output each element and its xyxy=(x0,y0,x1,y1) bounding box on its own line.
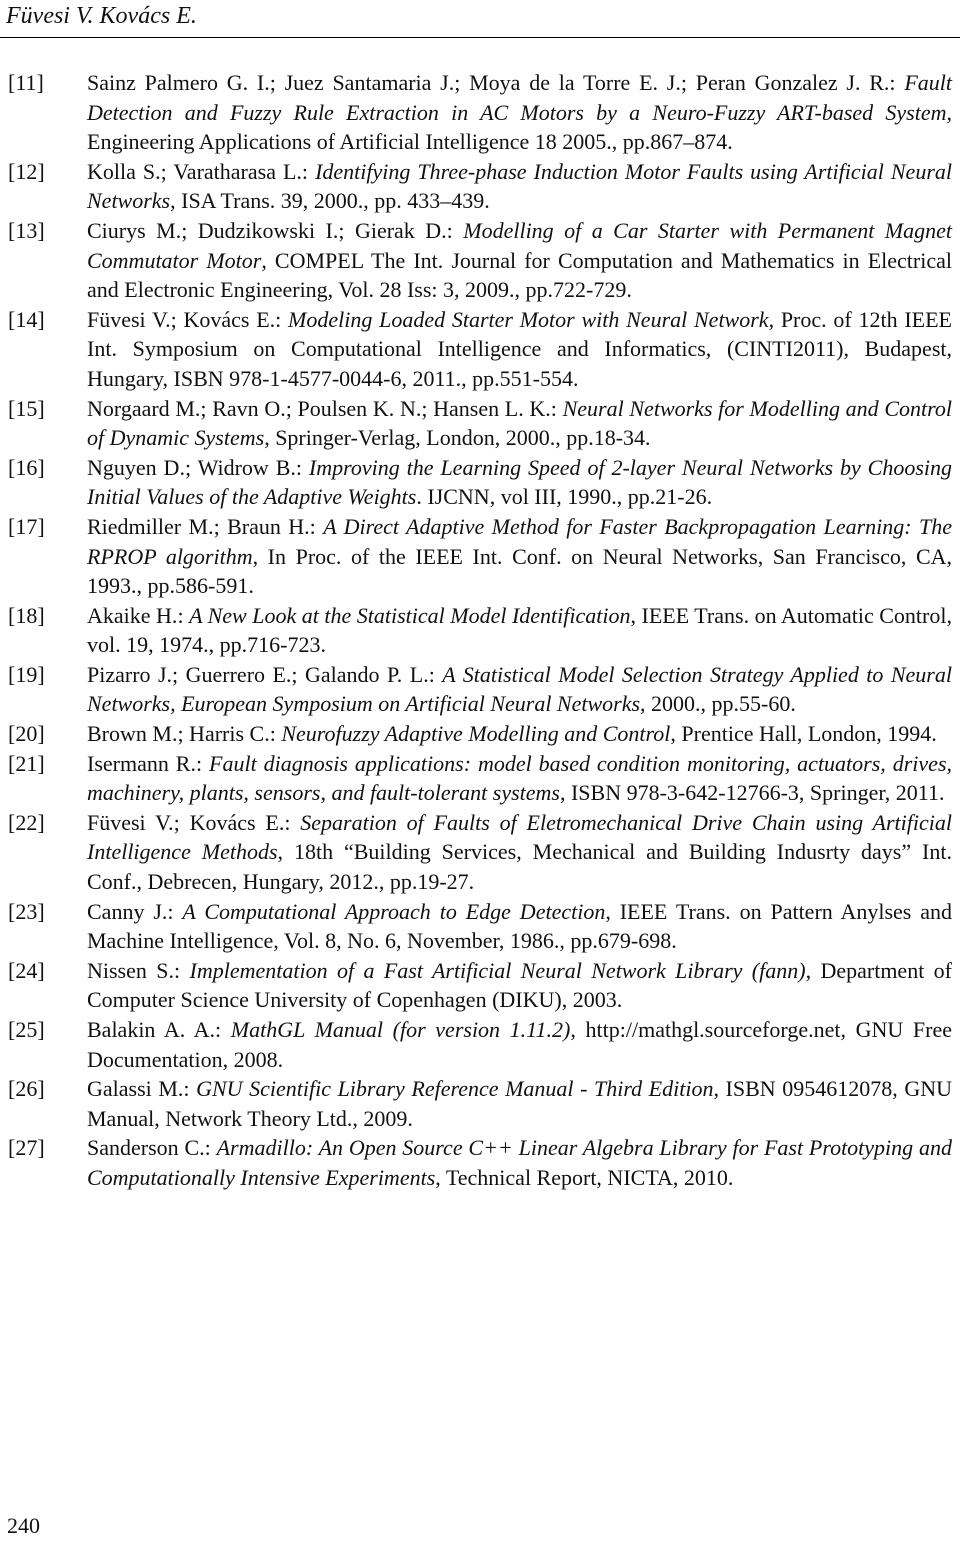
reference-details: , COMPEL The Int. Journal for Computation and Mathematics in Electrical and Electronic Engineering, Vol. 28 Iss: 3, 2009., pp.722-729. xyxy=(87,247,952,303)
reference-details: , ISBN 978-3-642-12766-3, Springer, 2011. xyxy=(559,780,945,806)
reference-item xyxy=(8,157,952,216)
reference-authors: Nissen S. xyxy=(87,957,175,983)
reference-title: A New Look at the Statistical Model Identification xyxy=(189,602,631,628)
reference-item xyxy=(8,1074,952,1133)
reference-title: GNU Scientific Library Reference Manual - Third Edition xyxy=(196,1076,714,1102)
reference-number: [21] xyxy=(8,750,45,776)
reference-title: Neurofuzzy Adaptive Modelling and Control xyxy=(281,721,671,747)
reference-item xyxy=(8,719,952,749)
reference-text: Riedmiller M.; Braun H.: A Direct Adaptive Method for Faster Backpropagation Learning: The RPROP algorithm, In Proc. of the IEEE Int. Conf. on Neural Networks, San Francisco, CA, 1993., pp.586-591. xyxy=(87,513,953,599)
reference-details: , 2000., pp.55-60. xyxy=(640,691,796,717)
reference-item xyxy=(8,956,952,1015)
reference-details: , Technical Report, NICTA, 2010. xyxy=(435,1164,734,1190)
reference-item xyxy=(8,216,952,305)
reference-number: [16] xyxy=(8,454,45,480)
reference-number: [14] xyxy=(8,306,45,332)
reference-number: [26] xyxy=(8,1076,45,1102)
reference-item xyxy=(8,1133,952,1192)
reference-number: [13] xyxy=(8,217,45,243)
reference-text: Galassi M.: GNU Scientific Library Reference Manual - Third Edition, ISBN 0954612078, GNU Manual, Network Theory Ltd., 2009. xyxy=(87,1076,952,1131)
reference-title: Modelling of a Car Starter with Permanent Magnet Commutator Motor xyxy=(87,217,952,273)
reference-number: [18] xyxy=(8,602,45,628)
reference-item xyxy=(8,749,952,808)
reference-text: Isermann R.: Fault diagnosis applications: model based condition monitoring, actuators, drives, machinery, plants, sensors, and fault-tolerant systems, ISBN 978-3-642-12766-3, Springer, 2011. xyxy=(87,750,952,806)
reference-details: , http://mathgl.sourceforge.net, GNU Free Documentation, 2008. xyxy=(87,1017,953,1072)
reference-title: Neural Networks for Modelling and Control of Dynamic Systems xyxy=(87,395,952,451)
reference-number: [27] xyxy=(8,1135,45,1161)
reference-number: [12] xyxy=(8,158,45,184)
reference-item xyxy=(8,1015,952,1074)
reference-number: [22] xyxy=(8,809,45,835)
reference-title: Fault diagnosis applications: model based condition monitoring, actuators, drives, machinery, plants, sensors, and fault-tolerant systems xyxy=(87,750,952,806)
reference-details: , In Proc. of the IEEE Int. Conf. on Neural Networks, San Francisco, CA, 1993., pp.586-591. xyxy=(87,543,953,599)
reference-authors: Ciurys M.; Dudzikowski I.; Gierak D. xyxy=(87,217,447,243)
reference-item xyxy=(8,453,952,512)
reference-authors: Norgaard M.; Ravn O.; Poulsen K. N.; Hansen L. K. xyxy=(87,395,551,421)
reference-details: , Prentice Hall, London, 1994. xyxy=(670,721,937,747)
reference-authors: Riedmiller M.; Braun H. xyxy=(87,513,310,539)
reference-title: MathGL Manual (for version 1.11.2) xyxy=(230,1017,571,1042)
reference-text: Nissen S.: Implementation of a Fast Artificial Neural Network Library (fann), Department of Computer Science University of Copenhagen (DIKU), 2003. xyxy=(87,957,953,1013)
reference-title: Improving the Learning Speed of 2-layer Neural Networks by Choosing Initial Values of the Adaptive Weights xyxy=(87,454,952,510)
reference-item xyxy=(8,512,952,601)
reference-title: Modeling Loaded Starter Motor with Neural Network xyxy=(288,306,769,332)
reference-details: , IEEE Trans. on Pattern Anylses and Machine Intelligence, Vol. 8, No. 6, November, 1986., pp.679-698. xyxy=(87,898,953,954)
reference-title: A Statistical Model Selection Strategy Applied to Neural Networks, European Symposium on Artificial Neural Networks xyxy=(87,661,952,717)
reference-number: [20] xyxy=(8,721,45,747)
reference-number: [11] xyxy=(8,70,44,95)
reference-item xyxy=(8,897,952,956)
reference-details: , Proc. of 12th IEEE Int. Symposium on Computational Intelligence and Informatics, (CINTI2011), Budapest, Hungary, ISBN 978-1-4577-0044-6, 2011., pp.551-554. xyxy=(87,306,952,391)
reference-authors: Kolla S.; Varatharasa L. xyxy=(87,158,302,184)
reference-title: Identifying Three-phase Induction Motor Faults using Artificial Neural Networks xyxy=(87,158,952,214)
reference-details: , Springer-Verlag, London, 2000., pp.18-34. xyxy=(264,425,651,451)
reference-authors: Canny J. xyxy=(87,898,168,924)
reference-text: Pizarro J.; Guerrero E.; Galando P. L.: A Statistical Model Selection Strategy Applied to Neural Networks, European Symposium on Artificial Neural Networks, 2000., pp.55-60. xyxy=(87,661,952,717)
reference-details: , Department of Computer Science University of Copenhagen (DIKU), 2003. xyxy=(87,957,953,1013)
reference-number: [24] xyxy=(8,957,45,983)
reference-title: Separation of Faults of Eletromechanical Drive Chain using Artificial Intelligence Methods xyxy=(87,809,952,865)
reference-details: , ISBN 0954612078, GNU Manual, Network Theory Ltd., 2009. xyxy=(87,1076,952,1131)
reference-details: , 18th “Building Services, Mechanical and Building Indusrty days” Int. Conf., Debrecen, Hungary, 2012., pp.19-27. xyxy=(87,839,952,895)
running-header xyxy=(0,0,960,38)
reference-item xyxy=(8,601,952,660)
reference-authors: Balakin A. A. xyxy=(87,1017,216,1042)
reference-text: Norgaard M.; Ravn O.; Poulsen K. N.; Hansen L. K.: Neural Networks for Modelling and Control of Dynamic Systems, Springer-Verlag, London, 2000., pp.18-34. xyxy=(87,395,952,451)
reference-text: Füvesi V.; Kovács E.: Modeling Loaded Starter Motor with Neural Network, Proc. of 12th IEEE Int. Symposium on Computational Intelligence and Informatics, (CINTI2011), Budapest, Hungary, ISBN 978-1-4577-0044-6, 2011., pp.551-554. xyxy=(87,306,952,391)
reference-authors: Sanderson C. xyxy=(87,1135,205,1161)
reference-item xyxy=(8,68,952,157)
reference-details: , IEEE Trans. on Automatic Control, vol. 19, 1974., pp.716-723. xyxy=(87,602,952,658)
reference-item xyxy=(8,660,952,719)
reference-number: [19] xyxy=(8,661,45,687)
reference-details: , Engineering Applications of Artificial Intelligence 18 2005., pp.867–874. xyxy=(87,99,952,155)
reference-text: Sainz Palmero G. I.; Juez Santamaria J.; Moya de la Torre E. J.; Peran Gonzalez J. R.: Fault Detection and Fuzzy Rule Extraction in AC Motors by a Neuro-Fuzzy ART-based System, Engineering Applications of Artificial Intelligence 18 2005., pp.867–874. xyxy=(87,70,952,155)
reference-authors: Füvesi V.; Kovács E. xyxy=(87,306,276,332)
reference-title: Armadillo: An Open Source C++ Linear Algebra Library for Fast Prototyping and Computationally Intensive Experiments xyxy=(87,1135,952,1190)
reference-title: Implementation of a Fast Artificial Neural Network Library (fann) xyxy=(189,957,806,983)
reference-list xyxy=(8,68,952,1193)
reference-text: Akaike H.: A New Look at the Statistical Model Identification, IEEE Trans. on Automatic Control, vol. 19, 1974., pp.716-723. xyxy=(87,602,952,658)
reference-title: A Computational Approach to Edge Detection xyxy=(182,898,606,924)
reference-number: [25] xyxy=(8,1017,45,1042)
reference-item xyxy=(8,808,952,897)
reference-authors: Galassi M. xyxy=(87,1076,184,1102)
reference-item xyxy=(8,305,952,394)
reference-text: Nguyen D.; Widrow B.: Improving the Learning Speed of 2-layer Neural Networks by Choosing Initial Values of the Adaptive Weights. IJCNN, vol III, 1990., pp.21-26. xyxy=(87,454,952,510)
reference-details: . IJCNN, vol III, 1990., pp.21-26. xyxy=(416,484,713,510)
reference-number: [17] xyxy=(8,513,45,539)
reference-authors: Pizarro J.; Guerrero E.; Galando P. L. xyxy=(87,661,429,687)
reference-text: Kolla S.; Varatharasa L.: Identifying Three-phase Induction Motor Faults using Artificial Neural Networks, ISA Trans. 39, 2000., pp. 433–439. xyxy=(87,158,952,214)
reference-title: A Direct Adaptive Method for Faster Backpropagation Learning: The RPROP algorithm xyxy=(87,513,952,569)
running-head-authors: Füvesi V. Kovács E. xyxy=(6,3,197,29)
reference-item xyxy=(8,394,952,453)
page-number: 240 xyxy=(7,1513,40,1538)
reference-authors: Akaike H. xyxy=(87,602,178,628)
reference-authors: Füvesi V.; Kovács E. xyxy=(87,809,285,835)
reference-title: Fault Detection and Fuzzy Rule Extraction in AC Motors by a Neuro-Fuzzy ART-based System xyxy=(87,70,952,125)
reference-text: Sanderson C.: Armadillo: An Open Source C++ Linear Algebra Library for Fast Prototyping and Computationally Intensive Experiments, Technical Report, NICTA, 2010. xyxy=(87,1135,952,1190)
reference-authors: Brown M.; Harris C. xyxy=(87,721,270,747)
reference-number: [23] xyxy=(8,898,45,924)
reference-text: Canny J.: A Computational Approach to Edge Detection, IEEE Trans. on Pattern Anylses and Machine Intelligence, Vol. 8, No. 6, November, 1986., pp.679-698. xyxy=(87,898,953,954)
reference-text: Füvesi V.; Kovács E.: Separation of Faults of Eletromechanical Drive Chain using Artificial Intelligence Methods, 18th “Building Services, Mechanical and Building Indusrty days” Int. Conf., Debrecen, Hungary, 2012., pp.19-27. xyxy=(87,809,952,895)
reference-details: , ISA Trans. 39, 2000., pp. 433–439. xyxy=(170,188,490,214)
reference-text: Balakin A. A.: MathGL Manual (for version 1.11.2), http://mathgl.sourceforge.net, GNU Free Documentation, 2008. xyxy=(87,1017,953,1072)
reference-text: Ciurys M.; Dudzikowski I.; Gierak D.: Modelling of a Car Starter with Permanent Magnet Commutator Motor, COMPEL The Int. Journal for Computation and Mathematics in Electrical and Electronic Engineering, Vol. 28 Iss: 3, 2009., pp.722-729. xyxy=(87,217,952,303)
reference-authors: Isermann R. xyxy=(87,750,196,776)
reference-text: Brown M.; Harris C.: Neurofuzzy Adaptive Modelling and Control, Prentice Hall, London, 1994. xyxy=(87,721,937,747)
reference-authors: Nguyen D.; Widrow B. xyxy=(87,454,296,480)
reference-number: [15] xyxy=(8,395,45,421)
reference-authors: Sainz Palmero G. I.; Juez Santamaria J.; Moya de la Torre E. J.; Peran Gonzalez J. R. xyxy=(87,70,890,95)
